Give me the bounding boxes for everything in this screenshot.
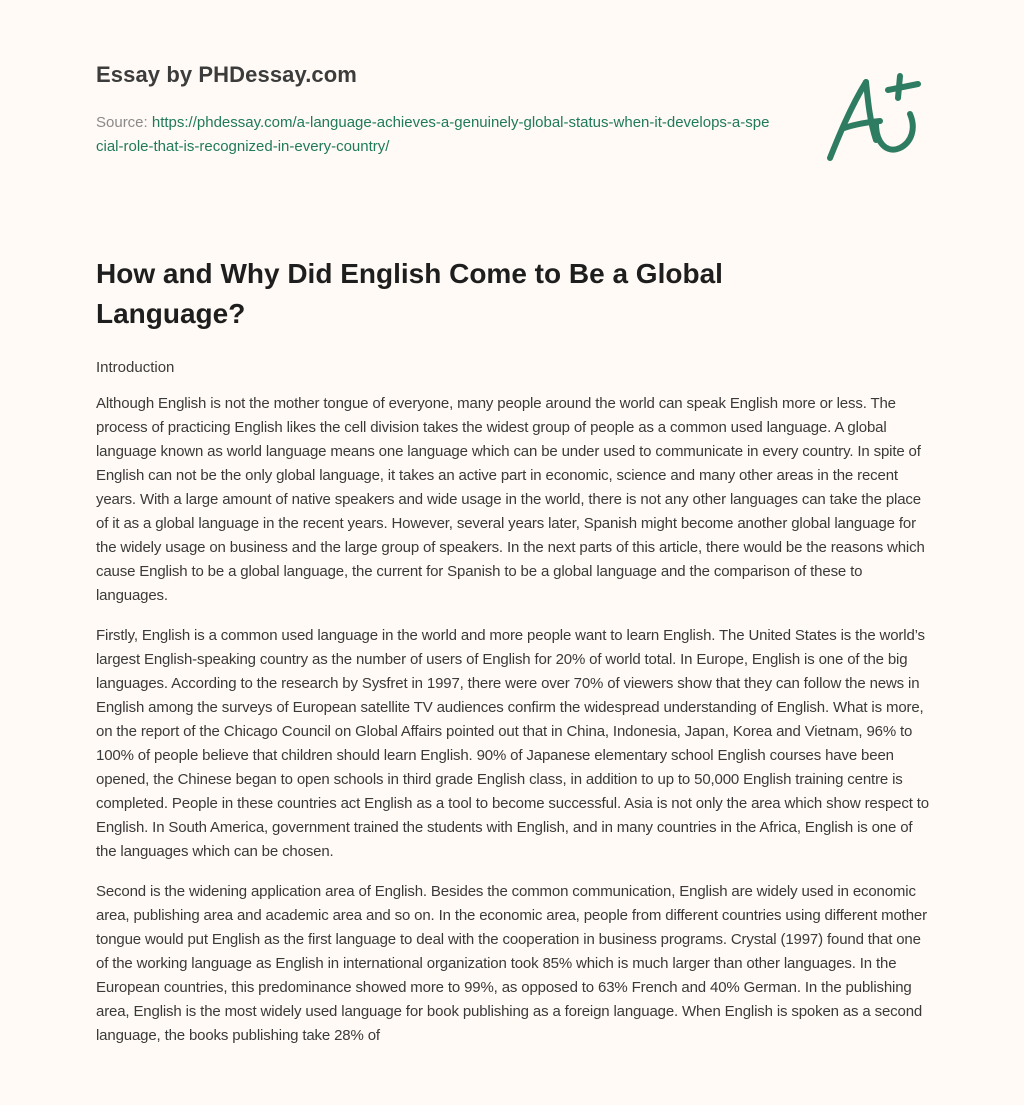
source-link[interactable]: https://phdessay.com/a-language-achieves-a-genuinely-global-status-when-it-develops-a-special-role-that-is-recognized-in-every-country/ xyxy=(96,114,770,155)
source-line xyxy=(96,111,776,159)
a-plus-grade-icon xyxy=(824,68,928,164)
source-label: Source: xyxy=(96,114,152,131)
essay-title: How and Why Did English Come to Be a Global Language? xyxy=(96,258,723,329)
essay-paragraph: Firstly, English is a common used language in the world and more people want to learn English. The United States is the world’s largest English-speaking country as the number of users of English for 20% of world total. In Europe, English is one of the big languages. According to the research by Sysfret in 1997, there were over 70% of viewers show that they can follow the news in English among the surveys of European satellite TV audiences confirm the widespread understanding of English. What is more, on the report of the Chicago Council on Global Affairs pointed out that in China, Indonesia, Japan, Korea and Vietnam, 96% to 100% of people believe that children should learn English. 90% of Japanese elementary school English courses have been opened, the Chinese began to open schools in third grade English class, in addition to up to 50,000 English training centre is completed. People in these countries act English as a tool to become successful. Asia is not only the area which show respect to English. In South America, government trained the students with English, and in many countries in the Africa, English is one of the languages which can be chosen. xyxy=(96,627,929,860)
page-header xyxy=(96,0,928,200)
section-heading-introduction: Introduction xyxy=(96,359,175,376)
essay-paragraph: Although English is not the mother tongue of everyone, many people around the world can speak English more or less. The process of practicing English likes the cell division takes the widest group of people as a common used language. A global language known as world language means one language which can be under used to communicate in every country. In spite of English can not be the only global language, it takes an active part in economic, science and many other areas in the recent years. With a large amount of native speakers and wide usage in the world, there is not any other languages can take the place of it as a global language in the recent years. However, several years later, Spanish might become another global language for the widely usage on business and the large group of speakers. In the next parts of this article, there would be the reasons which cause English to be a global language, the current for Spanish to be a global language and the comparison of these to languages. xyxy=(96,395,925,604)
site-title: Essay by PHDessay.com xyxy=(96,62,357,87)
essay-paragraph: Second is the widening application area of English. Besides the common communication, English are widely used in economic area, publishing area and academic area and so on. In the economic area, people from different countries using different mother tongue would put English as the first language to deal with the cooperation in business programs. Crystal (1997) found that one of the working language as English in international organization took 85% which is much larger than other languages. In the European countries, this predominance showed more to 99%, as opposed to 63% French and 40% German. In the publishing area, English is the most widely used language for book publishing as a foreign language. When English is spoken as a second language, the books publishing take 28% of xyxy=(96,883,927,1044)
